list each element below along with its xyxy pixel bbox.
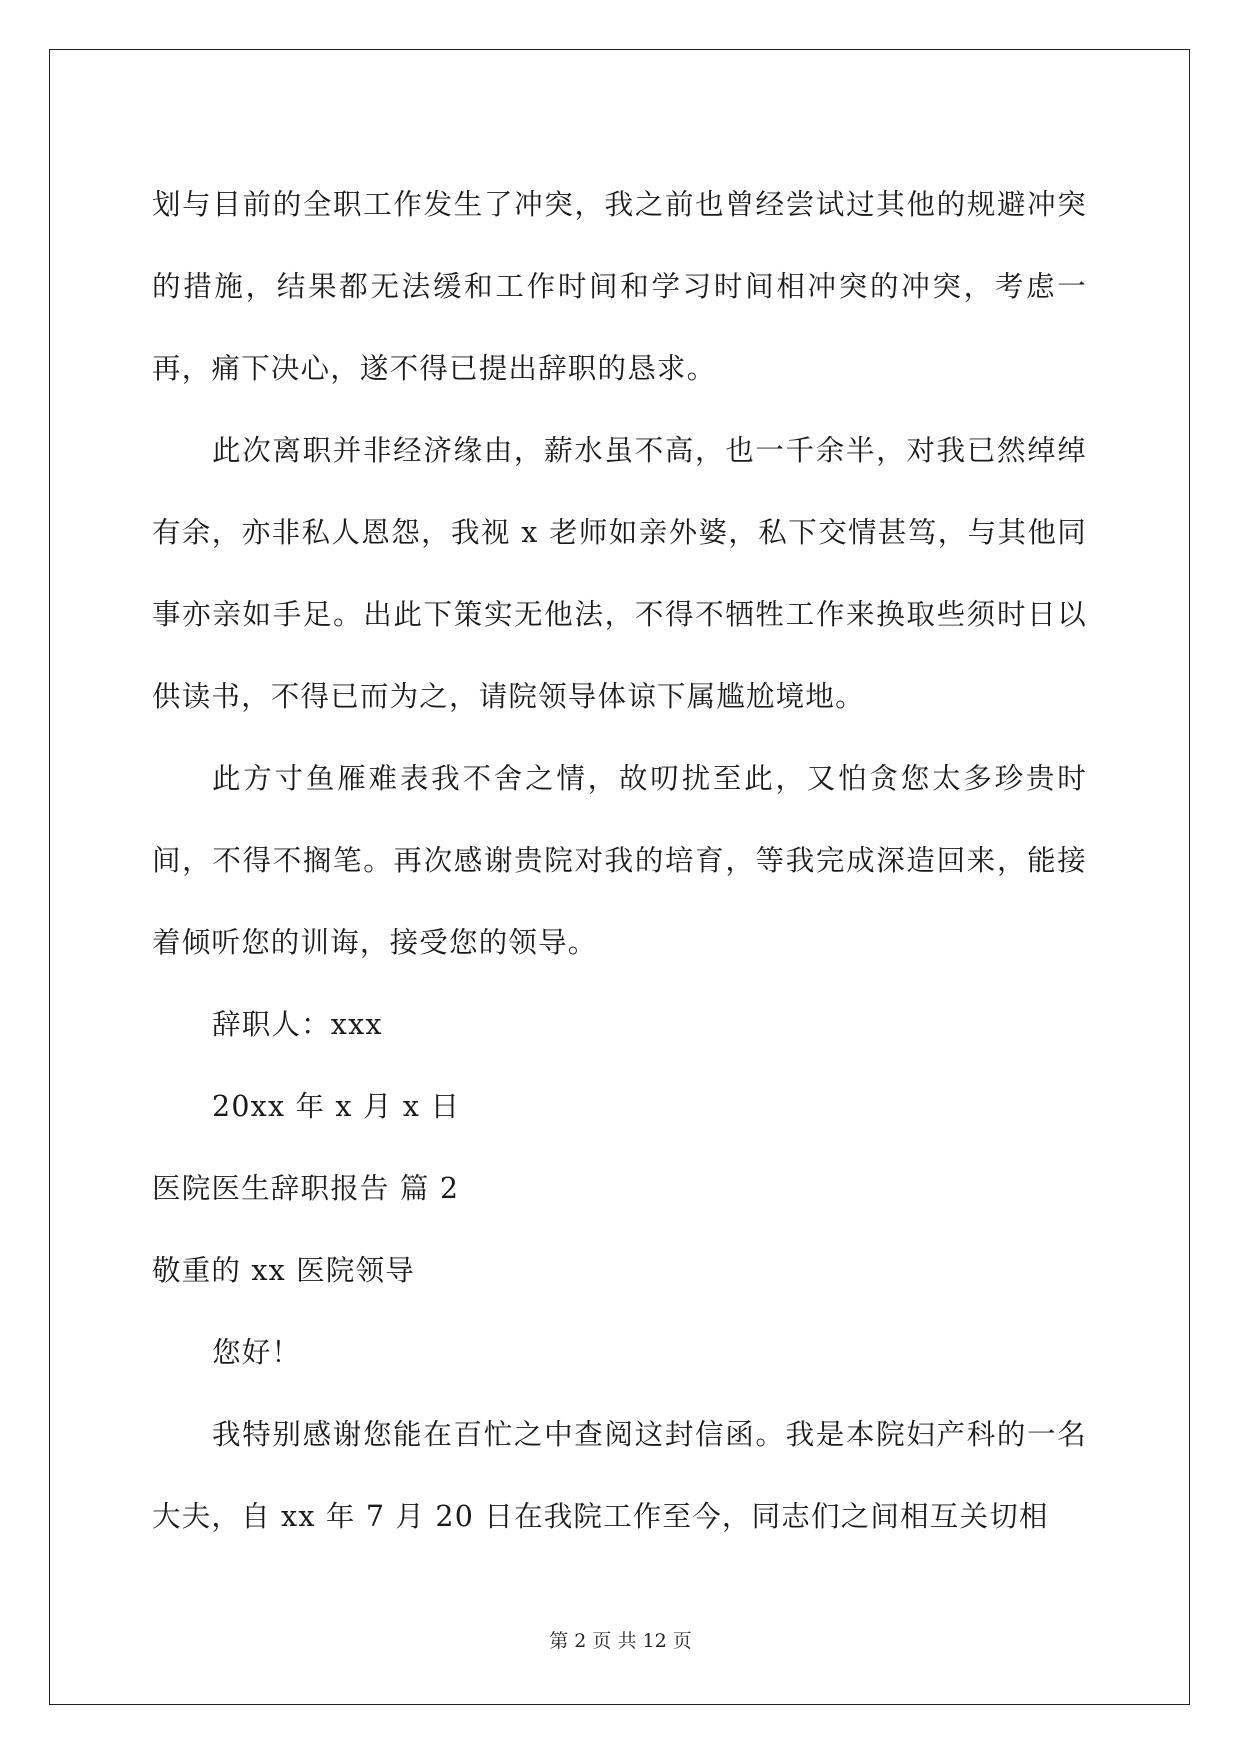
salutation: 敬重的 xx 医院领导 — [152, 1254, 415, 1287]
greeting: 您好！ — [212, 1336, 302, 1369]
page-footer: 第 2 页 共 12 页 — [549, 1630, 692, 1652]
paragraph-body-start: 我特别感谢您能在百忙之中查阅这封信函。我是本院妇产科的一名大夫，自 xx 年 7 月 20 日在我院工作至今，同志们之间相互关切相 — [152, 1418, 1087, 1533]
paragraph-3: 此方寸鱼雁难表我不舍之情，故叨扰至此，又怕贪您太多珍贵时间，不得不搁笔。再次感谢贵院对我的培育，等我完成深造回来，能接着倾听您的训诲，接受您的领导。 — [152, 762, 1087, 959]
signature-line: 辞职人：xxx — [212, 1008, 383, 1041]
section-heading: 医院医生辞职报告 篇 2 — [152, 1172, 460, 1205]
paragraph-2: 此次离职并非经济缘由，薪水虽不高，也一千余半，对我已然绰绰有余，亦非私人恩怨，我视 x 老师如亲外婆，私下交情甚笃，与其他同事亦亲如手足。出此下策实无他法，不得不牺牲工作来换取些须时日以供读书，不得已而为之，请院领导体谅下属尴尬境地。 — [152, 434, 1087, 713]
date-line: 20xx 年 x 月 x 日 — [212, 1090, 461, 1123]
paragraph-1: 划与目前的全职工作发生了冲突，我之前也曾经尝试过其他的规避冲突的措施，结果都无法缓和工作时间和学习时间相冲突的冲突，考虑一再，痛下决心，遂不得已提出辞职的恳求。 — [152, 188, 1087, 385]
document-body — [152, 160, 1087, 1558]
